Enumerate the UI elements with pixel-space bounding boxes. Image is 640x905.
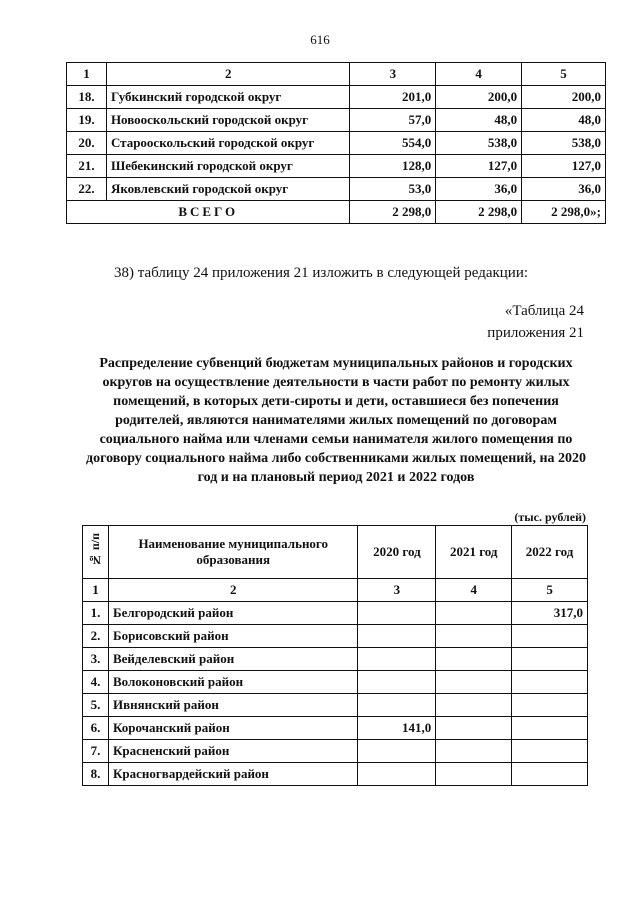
- municipality-name: Шебекинский городской округ: [106, 155, 350, 178]
- municipality-name: Вейделевский район: [108, 648, 357, 671]
- value-cell: 127,0: [522, 155, 606, 178]
- table-header-row: [67, 63, 606, 86]
- row-index: 20.: [67, 132, 107, 155]
- table-header-row: [83, 526, 588, 579]
- row-index: 3.: [83, 648, 109, 671]
- table-row: [67, 132, 606, 155]
- table-row: [83, 625, 588, 648]
- document-title: Распределение субвенций бюджетам муниципальных районов и городских округов на осуществление деятельности в части работ по ремонту жилых помещений, в которых дети-сироты и дети, оставшиеся без попечения родителей, являются нанимателями жилых помещений по договорам социального найма или членами семьи нанимателя жилого помещения по договору социального найма либо собственниками жилых помещений, на 2020 год и на плановый период 2021 и 2022 годов: [86, 356, 587, 485]
- table-caption: [487, 300, 584, 344]
- value-cell: [358, 671, 436, 694]
- row-index: 8.: [83, 763, 109, 786]
- value-cell: [436, 602, 512, 625]
- column-number: 5: [522, 63, 606, 86]
- table-row: [83, 740, 588, 763]
- table-row: [83, 648, 588, 671]
- column-number: 2: [106, 63, 350, 86]
- value-cell: [358, 694, 436, 717]
- value-cell: [358, 763, 436, 786]
- subsidy-table: [82, 525, 588, 786]
- header-year: 2021 год: [436, 526, 512, 579]
- value-cell: [436, 740, 512, 763]
- row-index: 2.: [83, 625, 109, 648]
- value-cell: [512, 740, 588, 763]
- municipality-name: Губкинский городской округ: [106, 86, 350, 109]
- header-number: [83, 526, 109, 579]
- table-row: [83, 671, 588, 694]
- municipality-name: Яковлевский городской округ: [106, 178, 350, 201]
- value-cell: [512, 625, 588, 648]
- municipality-name: Волоконовский район: [108, 671, 357, 694]
- total-label: ВСЕГО: [67, 201, 350, 224]
- value-cell: [358, 740, 436, 763]
- total-value: 2 298,0»;: [522, 201, 606, 224]
- value-cell: 57,0: [350, 109, 436, 132]
- value-cell: 554,0: [350, 132, 436, 155]
- value-cell: 48,0: [522, 109, 606, 132]
- value-cell: [436, 671, 512, 694]
- municipality-name: Красненский район: [108, 740, 357, 763]
- value-cell: [436, 625, 512, 648]
- value-cell: 317,0: [512, 602, 588, 625]
- total-value: 2 298,0: [350, 201, 436, 224]
- column-number-row: [83, 579, 588, 602]
- page-number: 616: [310, 32, 330, 47]
- value-cell: [436, 694, 512, 717]
- header-year: 2020 год: [358, 526, 436, 579]
- column-number: 2: [108, 579, 357, 602]
- municipality-name: Новооскольский городской округ: [106, 109, 350, 132]
- value-cell: [436, 717, 512, 740]
- row-index: 18.: [67, 86, 107, 109]
- row-index: 22.: [67, 178, 107, 201]
- header-number-text: № п/п: [87, 532, 102, 568]
- column-number: 4: [436, 63, 522, 86]
- table-row: [83, 602, 588, 625]
- row-index: 5.: [83, 694, 109, 717]
- value-cell: [512, 717, 588, 740]
- row-index: 7.: [83, 740, 109, 763]
- value-cell: 201,0: [350, 86, 436, 109]
- value-cell: 538,0: [436, 132, 522, 155]
- value-cell: [358, 625, 436, 648]
- column-number: 1: [67, 63, 107, 86]
- row-index: 4.: [83, 671, 109, 694]
- table-row: [67, 155, 606, 178]
- row-index: 6.: [83, 717, 109, 740]
- value-cell: [512, 648, 588, 671]
- header-name: Наименование муниципального образования: [108, 526, 357, 579]
- municipality-name: Красногвардейский район: [108, 763, 357, 786]
- value-cell: 53,0: [350, 178, 436, 201]
- column-number: 3: [358, 579, 436, 602]
- value-cell: 36,0: [436, 178, 522, 201]
- subsidy-table-continuation: [66, 62, 606, 224]
- column-number: 5: [512, 579, 588, 602]
- municipality-name: Старооскольский городской округ: [106, 132, 350, 155]
- table-row: [83, 717, 588, 740]
- value-cell: 200,0: [522, 86, 606, 109]
- value-cell: 141,0: [358, 717, 436, 740]
- amendment-paragraph: 38) таблицу 24 приложения 21 изложить в следующей редакции:: [114, 265, 529, 281]
- table-row: [83, 694, 588, 717]
- row-index: 1.: [83, 602, 109, 625]
- value-cell: [512, 763, 588, 786]
- municipality-name: Ивнянский район: [108, 694, 357, 717]
- total-row: [67, 201, 606, 224]
- value-cell: 538,0: [522, 132, 606, 155]
- caption-line: «Таблица 24: [504, 303, 584, 319]
- table-row: [67, 109, 606, 132]
- value-cell: [512, 694, 588, 717]
- total-value: 2 298,0: [436, 201, 522, 224]
- value-cell: [358, 648, 436, 671]
- column-number: 3: [350, 63, 436, 86]
- value-cell: 128,0: [350, 155, 436, 178]
- value-cell: [512, 671, 588, 694]
- value-cell: [358, 602, 436, 625]
- value-cell: [436, 763, 512, 786]
- row-index: 19.: [67, 109, 107, 132]
- value-cell: 200,0: [436, 86, 522, 109]
- table-row: [67, 178, 606, 201]
- value-cell: 127,0: [436, 155, 522, 178]
- value-cell: 48,0: [436, 109, 522, 132]
- municipality-name: Корочанский район: [108, 717, 357, 740]
- value-cell: 36,0: [522, 178, 606, 201]
- caption-line: приложения 21: [487, 325, 584, 341]
- municipality-name: Белгородский район: [108, 602, 357, 625]
- header-year: 2022 год: [512, 526, 588, 579]
- units-label: (тыс. рублей): [514, 510, 586, 524]
- table-row: [67, 86, 606, 109]
- column-number: 1: [83, 579, 109, 602]
- row-index: 21.: [67, 155, 107, 178]
- column-number: 4: [436, 579, 512, 602]
- municipality-name: Борисовский район: [108, 625, 357, 648]
- value-cell: [436, 648, 512, 671]
- table-row: [83, 763, 588, 786]
